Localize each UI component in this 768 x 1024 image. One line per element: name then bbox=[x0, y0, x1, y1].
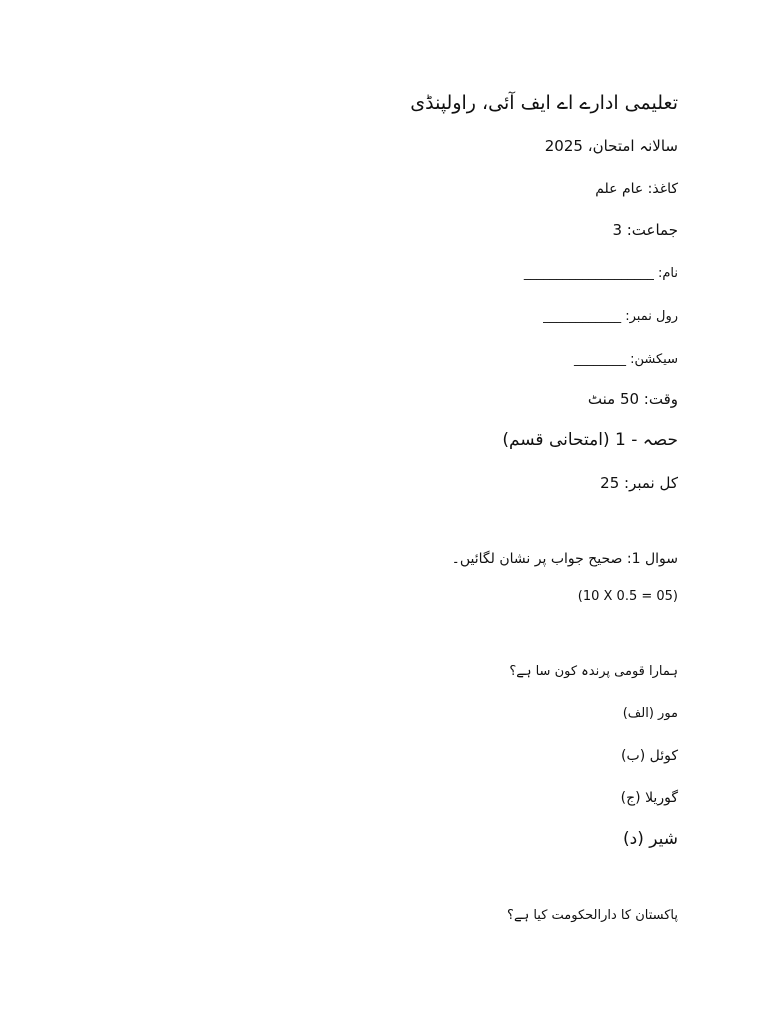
mcq-option-c: گوریلا (ج) bbox=[620, 790, 678, 806]
mcq-option-d: شیر (د) bbox=[623, 829, 678, 849]
exam-title: سالانہ امتحان، 2025 bbox=[544, 137, 678, 155]
total-marks: کل نمبر: 25 bbox=[600, 474, 678, 492]
question-1-title: سوال 1: صحیح جواب پر نشان لگائیں۔ bbox=[451, 551, 678, 567]
part-heading: حصہ - 1 (امتحانی قسم) bbox=[502, 430, 678, 450]
question-1-marks: (10 X 0.5 = 05) bbox=[577, 589, 678, 604]
subject-line: کاغذ: عام علم bbox=[595, 181, 678, 197]
name-field: نام: ____________________ bbox=[523, 266, 678, 281]
roll-number-field: رول نمبر: ____________ bbox=[543, 309, 678, 324]
mcq-option-a: مور (الف) bbox=[622, 706, 678, 721]
institution-title: تعلیمی ادارے اے ایف آئی، راولپنڈی bbox=[410, 92, 678, 114]
section-field: سیکشن: ________ bbox=[574, 352, 678, 367]
mcq-question: ہمارا قومی پرندہ کون سا ہے؟ bbox=[509, 664, 678, 679]
class-line: جماعت: 3 bbox=[612, 221, 678, 239]
mcq-question: پاکستان کا دارالحکومت کیا ہے؟ bbox=[507, 908, 678, 923]
mcq-option-b: کوئل (ب) bbox=[621, 748, 678, 764]
time-line: وقت: 50 منٹ bbox=[587, 390, 678, 408]
